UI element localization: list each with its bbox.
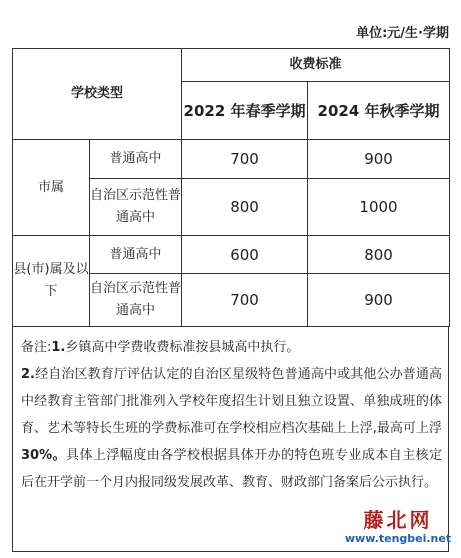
fee-standard-table — [12, 48, 450, 327]
fee-value: 700 — [182, 274, 308, 327]
note-number: 2. — [21, 367, 35, 382]
note-text: 具体上浮幅度由各学校根据具体开办的特色班专业成本自主核定后在开学前一个月内报同级发展改革、教育、财政部门备案后公示执行。 — [21, 448, 442, 490]
fee-value: 600 — [182, 236, 308, 274]
notes-prefix: 备注: — [21, 340, 52, 355]
group-city-label: 市属 — [13, 140, 90, 236]
note-text: 经自治区教育厅评估认定的自治区星级特色普通高中或其他公办普通高中经教育主管部门批准列入学校年度招生计划且独立设置、单独成班的体育、艺术等特长生班的学费标准可在学校相应档次基础上上浮,最高可上浮 — [21, 367, 442, 436]
school-type-header: 学校类型 — [13, 49, 182, 140]
fee-value: 1000 — [308, 179, 450, 236]
fee-value: 900 — [308, 274, 450, 327]
note-item-1 — [21, 334, 442, 361]
row-label: 普通高中 — [90, 140, 182, 179]
note-text: 乡镇高中学费收费标准按县城高中执行。 — [65, 340, 300, 355]
watermark-url: www.tengbei.net — [344, 532, 452, 545]
note-percentage: 30%。 — [21, 448, 67, 463]
row-label: 自治区示范性普通高中 — [90, 179, 182, 236]
note-number: 1. — [51, 340, 66, 355]
fee-standard-header: 收费标准 — [182, 49, 450, 82]
fee-value: 800 — [182, 179, 308, 236]
site-watermark — [343, 508, 453, 556]
group-county-label: 县(市)属及以下 — [13, 236, 90, 327]
watermark-title: 藤北网 — [363, 508, 433, 532]
fee-value: 900 — [308, 140, 450, 179]
note-item-2 — [21, 361, 442, 496]
row-label: 普通高中 — [90, 236, 182, 274]
unit-label: 单位:元/生·学期 — [356, 26, 449, 41]
row-label: 自治区示范性普通高中 — [90, 274, 182, 327]
fee-value: 700 — [182, 140, 308, 179]
column-2022-header: 2022 年春季学期 — [182, 82, 308, 140]
column-2024-header: 2024 年秋季学期 — [308, 82, 450, 140]
fee-value: 800 — [308, 236, 450, 274]
